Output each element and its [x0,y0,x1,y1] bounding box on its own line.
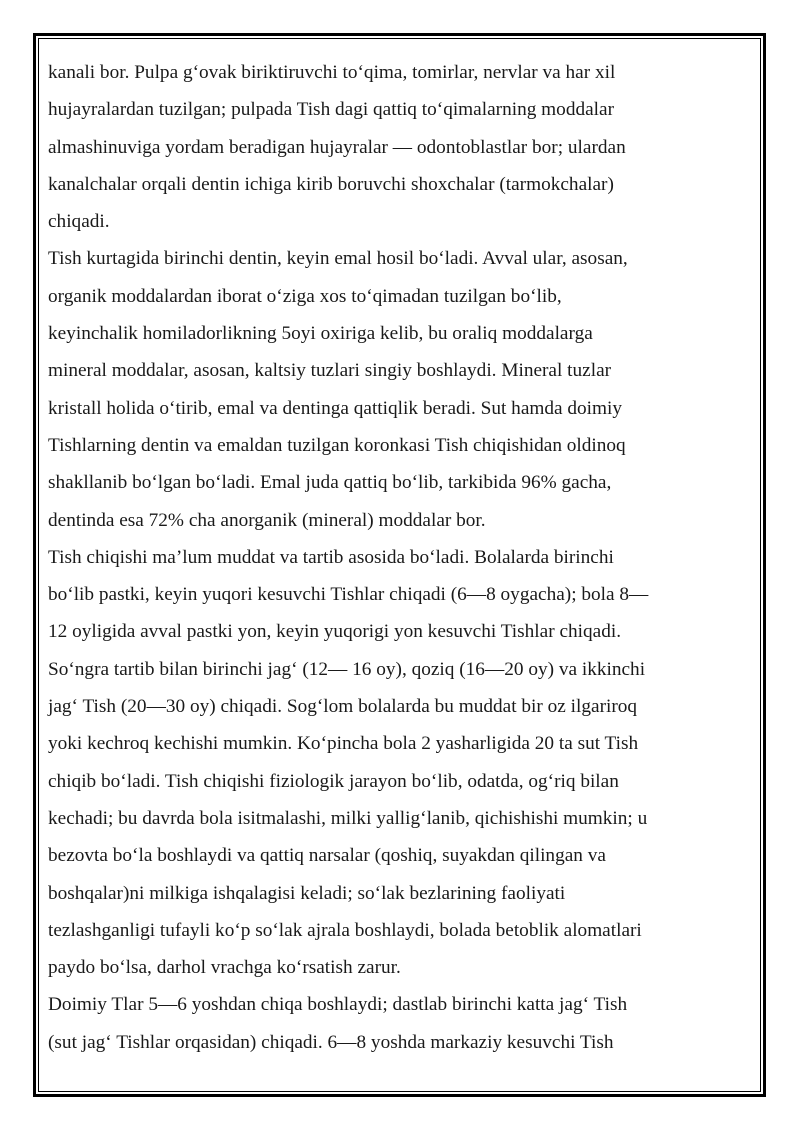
document-body [48,54,738,1061]
text-line: yoki kechroq kechishi mumkin. Ko‘pincha bola 2 yasharligida 20 ta sut Tish [48,733,639,755]
text-line: boshqalar)ni milkiga ishqalagisi keladi; so‘lak bezlarining faoliyati [48,882,566,904]
text-line: Tish chiqishi ma’lum muddat va tartib asosida bo‘ladi. Bolalarda birinchi [48,546,614,568]
text-line: almashinuviga yordam beradigan hujayralar — odontoblastlar bor; ulardan [48,136,626,158]
text-line: kanali bor. Pulpa g‘ovak biriktiruvchi to‘qima, tomirlar, nervlar va har xil [48,62,616,83]
text-line: organik moddalardan iborat o‘ziga xos to‘qimadan tuzilgan bo‘lib, [48,285,562,307]
text-line: chiqadi. [48,211,110,233]
text-line: tezlashganligi tufayli ko‘p so‘lak ajrala boshlaydi, bolada betoblik alomatlari [48,919,642,941]
text-line: shakllanib bo‘lgan bo‘ladi. Emal juda qattiq bo‘lib, tarkibida 96% gacha, [48,472,612,494]
text-line: kechadi; bu davrda bola isitmalashi, milki yallig‘lanib, qichishishi mumkin; u [48,807,648,829]
text-line: jag‘ Tish (20—30 oy) chiqadi. Sog‘lom bolalarda bu muddat bir oz ilgariroq [48,696,638,718]
text-line: mineral moddalar, asosan, kaltsiy tuzlari singiy boshlaydi. Mineral tuzlar [48,360,612,382]
text-line: paydo bo‘lsa, darhol vrachga ko‘rsatish zarur. [48,957,401,979]
text-line: kanalchalar orqali dentin ichiga kirib boruvchi shoxchalar (tarmokchalar) [48,173,614,195]
text-line: So‘ngra tartib bilan birinchi jag‘ (12— 16 oy), qoziq (16—20 oy) va ikkinchi [48,658,646,680]
text-line: Doimiy Tlar 5—6 yoshdan chiqa boshlaydi; dastlab birinchi katta jag‘ Tish [48,994,628,1016]
text-line: bo‘lib pastki, keyin yuqori kesuvchi Tishlar chiqadi (6—8 oygacha); bola 8— [48,584,649,606]
text-line: (sut jag‘ Tishlar orqasidan) chiqadi. 6—8 yoshda markaziy kesuvchi Tish [48,1031,614,1053]
text-line: kristall holida o‘tirib, emal va dentinga qattiqlik beradi. Sut hamda doimiy [48,397,623,419]
text-line: bezovta bo‘la boshlaydi va qattiq narsalar (qoshiq, suyakdan qilingan va [48,845,606,867]
text-line: Tish kurtagida birinchi dentin, keyin emal hosil bo‘ladi. Avval ular, asosan, [48,248,628,270]
text-line: 12 oyligida avval pastki yon, keyin yuqorigi yon kesuvchi Tishlar chiqadi. [48,621,622,643]
text-line: hujayralardan tuzilgan; pulpada Tish dagi qattiq to‘qimalarning moddalar [48,99,614,121]
text-line: dentinda esa 72% cha anorganik (mineral) moddalar bor. [48,509,486,531]
text-line: chiqib bo‘ladi. Tish chiqishi fiziologik jarayon bo‘lib, odatda, og‘riq bilan [48,770,619,792]
text-line: keyinchalik homiladorlikning 5oyi oxiriga kelib, bu oraliq moddalarga [48,323,593,345]
text-line: Tishlarning dentin va emaldan tuzilgan koronkasi Tish chiqishidan oldinoq [48,434,626,456]
